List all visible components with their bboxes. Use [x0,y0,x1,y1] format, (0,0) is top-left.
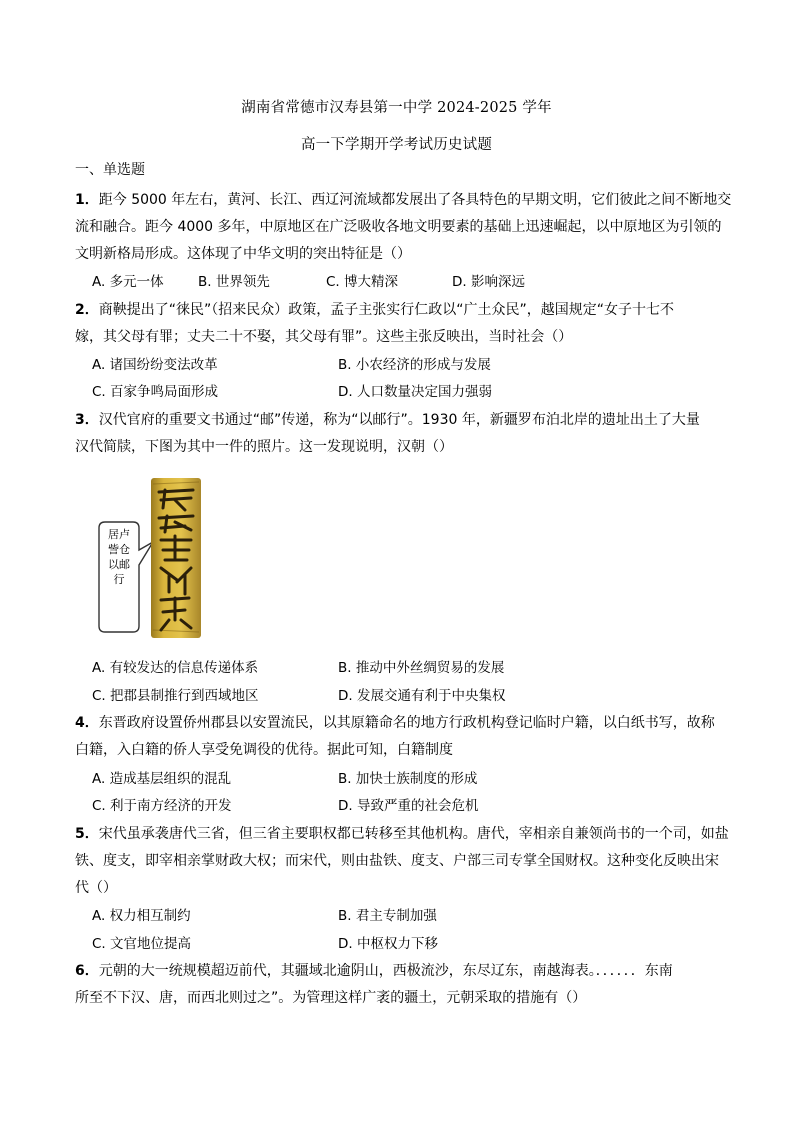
question-2-number: 2． [75,302,99,318]
question-4-line-1: 4．东晋政府设置侨州郡县以安置流民，以其原籍命名的地方行政机构登记临时户籍，以白纸书写，故称 [75,715,715,731]
question-2-line-1: 2．商鞅提出了“徕民”（招来民众）政策，孟子主张实行仁政以“广土众民”，越国规定“女子十七不 [75,302,675,318]
question-3-number: 3． [75,412,99,428]
question-3-option-a[interactable]: A. 有较发达的信息传递体系 [92,660,259,676]
question-6-line-2: 所至不下汉、唐，而西北则过之”。为管理这样广袤的疆土，元朝采取的措施有（） [75,990,587,1006]
question-3-option-d[interactable]: D. 发展交通有利于中央集权 [338,688,506,704]
question-2-option-b[interactable]: B. 小农经济的形成与发展 [338,357,491,373]
question-5-option-c[interactable]: C. 文官地位提高 [92,936,192,952]
question-1-line-2: 流和融合。距今 4000 多年，中原地区在广泛吸收各地文明要素的基础上迅速崛起，以中原地区为引领的 [75,219,722,235]
question-5-line-1: 5．宋代虽承袭唐代三省，但三省主要职权都已转移至其他机构。唐代，宰相亲自兼领尚书的一个司，如盐 [75,826,729,842]
question-6-number: 6． [75,963,99,979]
question-3-option-c[interactable]: C. 把郡县制推行到西域地区 [92,688,259,704]
question-4-option-a[interactable]: A. 造成基层组织的混乱 [92,771,232,787]
question-4-option-b[interactable]: B. 加快士族制度的形成 [338,771,478,787]
question-2-option-d[interactable]: D. 人口数量决定国力强弱 [338,384,492,400]
question-4-number: 4． [75,715,99,731]
question-1-option-a[interactable]: A. 多元一体 [92,274,164,290]
figure-callout-text: 居卢訾仓以邮行 [108,528,130,586]
question-5-option-d[interactable]: D. 中枢权力下移 [338,936,438,952]
section-heading: 一、单选题 [75,162,145,178]
bamboo-slip-figure [95,470,205,640]
question-1-line-3: 文明新格局形成。这体现了中华文明的突出特征是（） [75,246,411,262]
question-3-line-2: 汉代简牍，下图为其中一件的照片。这一发现说明，汉朝（） [75,439,453,455]
question-5-line-2: 铁、度支，即宰相亲掌财政大权；而宋代，则由盐铁、度支、户部三司专掌全国财权。这种变化反映出宋 [75,853,719,869]
question-2-option-a[interactable]: A. 诸国纷纷变法改革 [92,357,218,373]
question-1-option-b[interactable]: B. 世界领先 [198,274,270,290]
question-1-line-1: 1．距今 5000 年左右，黄河、长江、西辽河流域都发展出了各具特色的早期文明，它们彼此之间不断地交 [75,192,732,208]
question-1-option-d[interactable]: D. 影响深远 [452,274,525,290]
question-1-number: 1． [75,192,99,208]
question-2-option-c[interactable]: C. 百家争鸣局面形成 [92,384,219,400]
question-5-option-a[interactable]: A. 权力相互制约 [92,908,191,924]
question-4-line-2: 白籍，入白籍的侨人享受免调役的优待。据此可知，白籍制度 [75,742,453,758]
question-5-number: 5． [75,826,99,842]
question-3-line-1: 3．汉代官府的重要文书通过“邮”传递，称为“以邮行”。1930 年，新疆罗布泊北岸的遗址出土了大量 [75,412,700,428]
exam-title-line1: 湖南省常德市汉寿县第一中学 2024-2025 学年 [241,100,552,116]
question-4-option-d[interactable]: D. 导致严重的社会危机 [338,798,479,814]
question-3-option-b[interactable]: B. 推动中外丝绸贸易的发展 [338,660,505,676]
question-5-option-b[interactable]: B. 君主专制加强 [338,908,437,924]
question-4-option-c[interactable]: C. 利于南方经济的开发 [92,798,232,814]
question-6-line-1: 6．元朝的大一统规模超迈前代，其疆域北逾阴山，西极流沙，东尽辽东，南越海表。．．．．．．东南 [75,963,673,979]
question-2-line-2: 嫁，其父母有罪；丈夫二十不娶，其父母有罪”。这些主张反映出，当时社会（） [75,329,573,345]
question-1-option-c[interactable]: C. 博大精深 [326,274,399,290]
exam-title-line2: 高一下学期开学考试历史试题 [300,137,493,153]
question-5-line-3: 代（） [75,880,117,896]
